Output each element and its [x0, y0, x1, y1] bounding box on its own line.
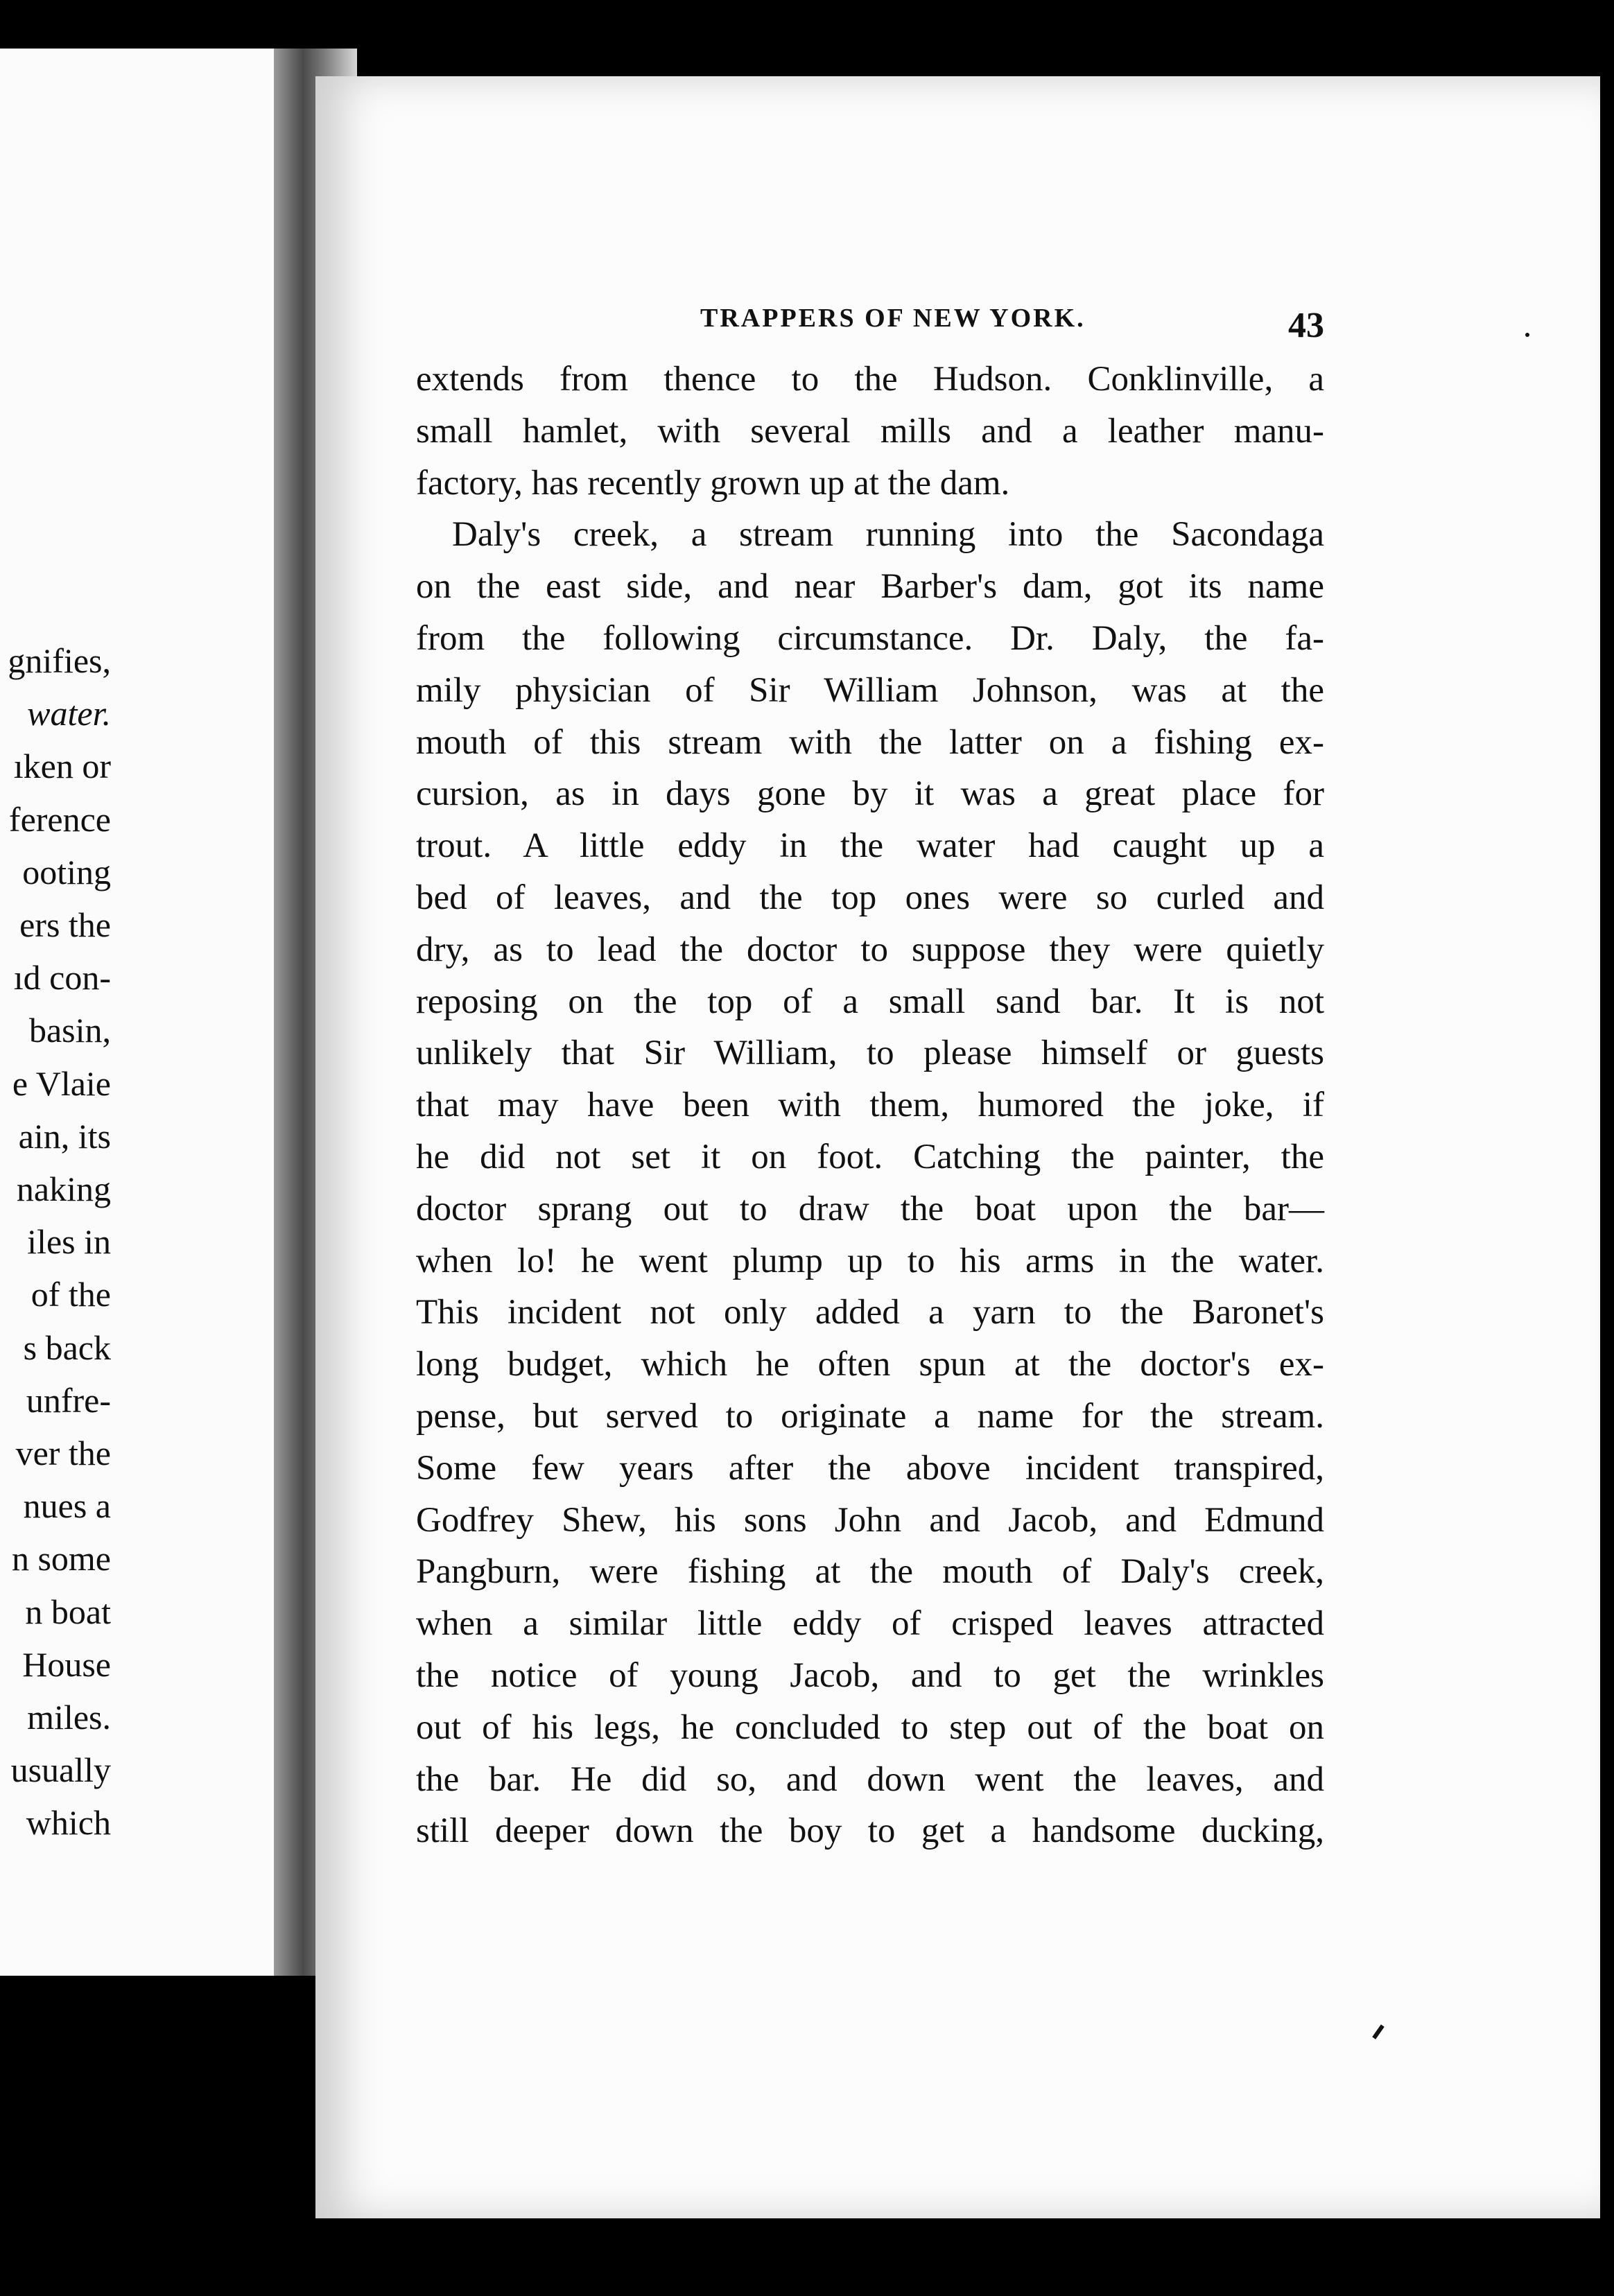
body-text: [416, 354, 1324, 1857]
text-line: still deeper down the boy to get a handsome ducking,: [416, 1811, 1324, 1851]
text-line: long budget, which he often spun at the doctor's ex-: [416, 1345, 1324, 1384]
left-line: e Vlaie: [12, 1063, 111, 1103]
left-line: ver the: [15, 1434, 111, 1473]
left-line: s back: [23, 1328, 111, 1367]
text-line: pense, but served to originate a name for the stream.: [416, 1396, 1324, 1436]
text-line: trout. A little eddy in the water had caught up a: [416, 826, 1324, 866]
text-line: when lo! he went plump up to his arms in the water.: [416, 1241, 1324, 1280]
left-line: ference: [8, 799, 111, 839]
left-page-text: [0, 634, 111, 1850]
text-line: the bar. He did so, and down went the leaves, and: [416, 1759, 1324, 1799]
text-line: he did not set it on foot. Catching the painter, the: [416, 1137, 1324, 1176]
text-line: mouth of this stream with the latter on a fishing ex-: [416, 722, 1324, 762]
page-number: 43: [1288, 306, 1324, 345]
left-line: of the: [31, 1275, 111, 1314]
text-line: dry, as to lead the doctor to suppose they were quietly: [416, 930, 1324, 969]
left-line: basin,: [28, 1011, 111, 1050]
text-line: reposing on the top of a small sand bar. It is not: [416, 982, 1324, 1021]
text-line: when a similar little eddy of crisped leaves attracted: [416, 1604, 1324, 1644]
text-line: bed of leaves, and the top ones were so curled and: [416, 878, 1324, 917]
text-line: Some few years after the above incident transpired,: [416, 1448, 1324, 1488]
ink-mark: [1525, 333, 1529, 337]
text-line: This incident not only added a yarn to the Baronet's: [416, 1293, 1324, 1332]
text-line: small hamlet, with several mills and a leather manu-: [416, 411, 1324, 451]
left-line: usually: [10, 1750, 111, 1790]
text-line: doctor sprang out to draw the boat upon the bar—: [416, 1189, 1324, 1228]
left-line: n boat: [25, 1592, 111, 1631]
left-line: ıd con-: [13, 958, 111, 998]
text-line: out of his legs, he concluded to step out of the boat on: [416, 1707, 1324, 1747]
text-line: factory, has recently grown up at the dam.: [416, 463, 1010, 503]
left-line: which: [26, 1803, 111, 1843]
text-line: Godfrey Shew, his sons John and Jacob, and Edmund: [416, 1500, 1324, 1540]
text-line: Pangburn, were fishing at the mouth of Daly's creek,: [416, 1552, 1324, 1592]
left-line: ıken or: [13, 747, 111, 786]
text-line: from the following circumstance. Dr. Daly, the fa-: [416, 618, 1324, 658]
text-line: mily physician of Sir William Johnson, was at the: [416, 670, 1324, 710]
left-line: ain, its: [18, 1116, 111, 1156]
left-line: gnifies,: [8, 641, 111, 680]
running-head: TRAPPERS OF NEW YORK.: [700, 304, 1086, 333]
left-line: n some: [11, 1539, 111, 1578]
text-line: on the east side, and near Barber's dam, got its name: [416, 567, 1324, 607]
left-line: nues a: [23, 1486, 111, 1526]
left-line: ers the: [19, 905, 111, 945]
left-line: ooting: [22, 852, 111, 892]
left-line: naking: [16, 1169, 111, 1209]
text-line: that may have been with them, humored the joke, if: [416, 1086, 1324, 1125]
left-line: miles.: [27, 1698, 111, 1737]
text-line: Daly's creek, a stream running into the Sacondaga: [452, 515, 1324, 555]
left-line: iles in: [27, 1222, 111, 1262]
text-line: cursion, as in days gone by it was a great place for: [416, 774, 1324, 814]
text-line: the notice of young Jacob, and to get the wrinkles: [416, 1655, 1324, 1695]
left-line: unfre-: [26, 1380, 111, 1420]
text-line: extends from thence to the Hudson. Conklinville, a: [416, 360, 1324, 399]
left-line: House: [22, 1644, 111, 1684]
text-line: unlikely that Sir William, to please himself or guests: [416, 1034, 1324, 1073]
left-line: water.: [27, 694, 111, 733]
